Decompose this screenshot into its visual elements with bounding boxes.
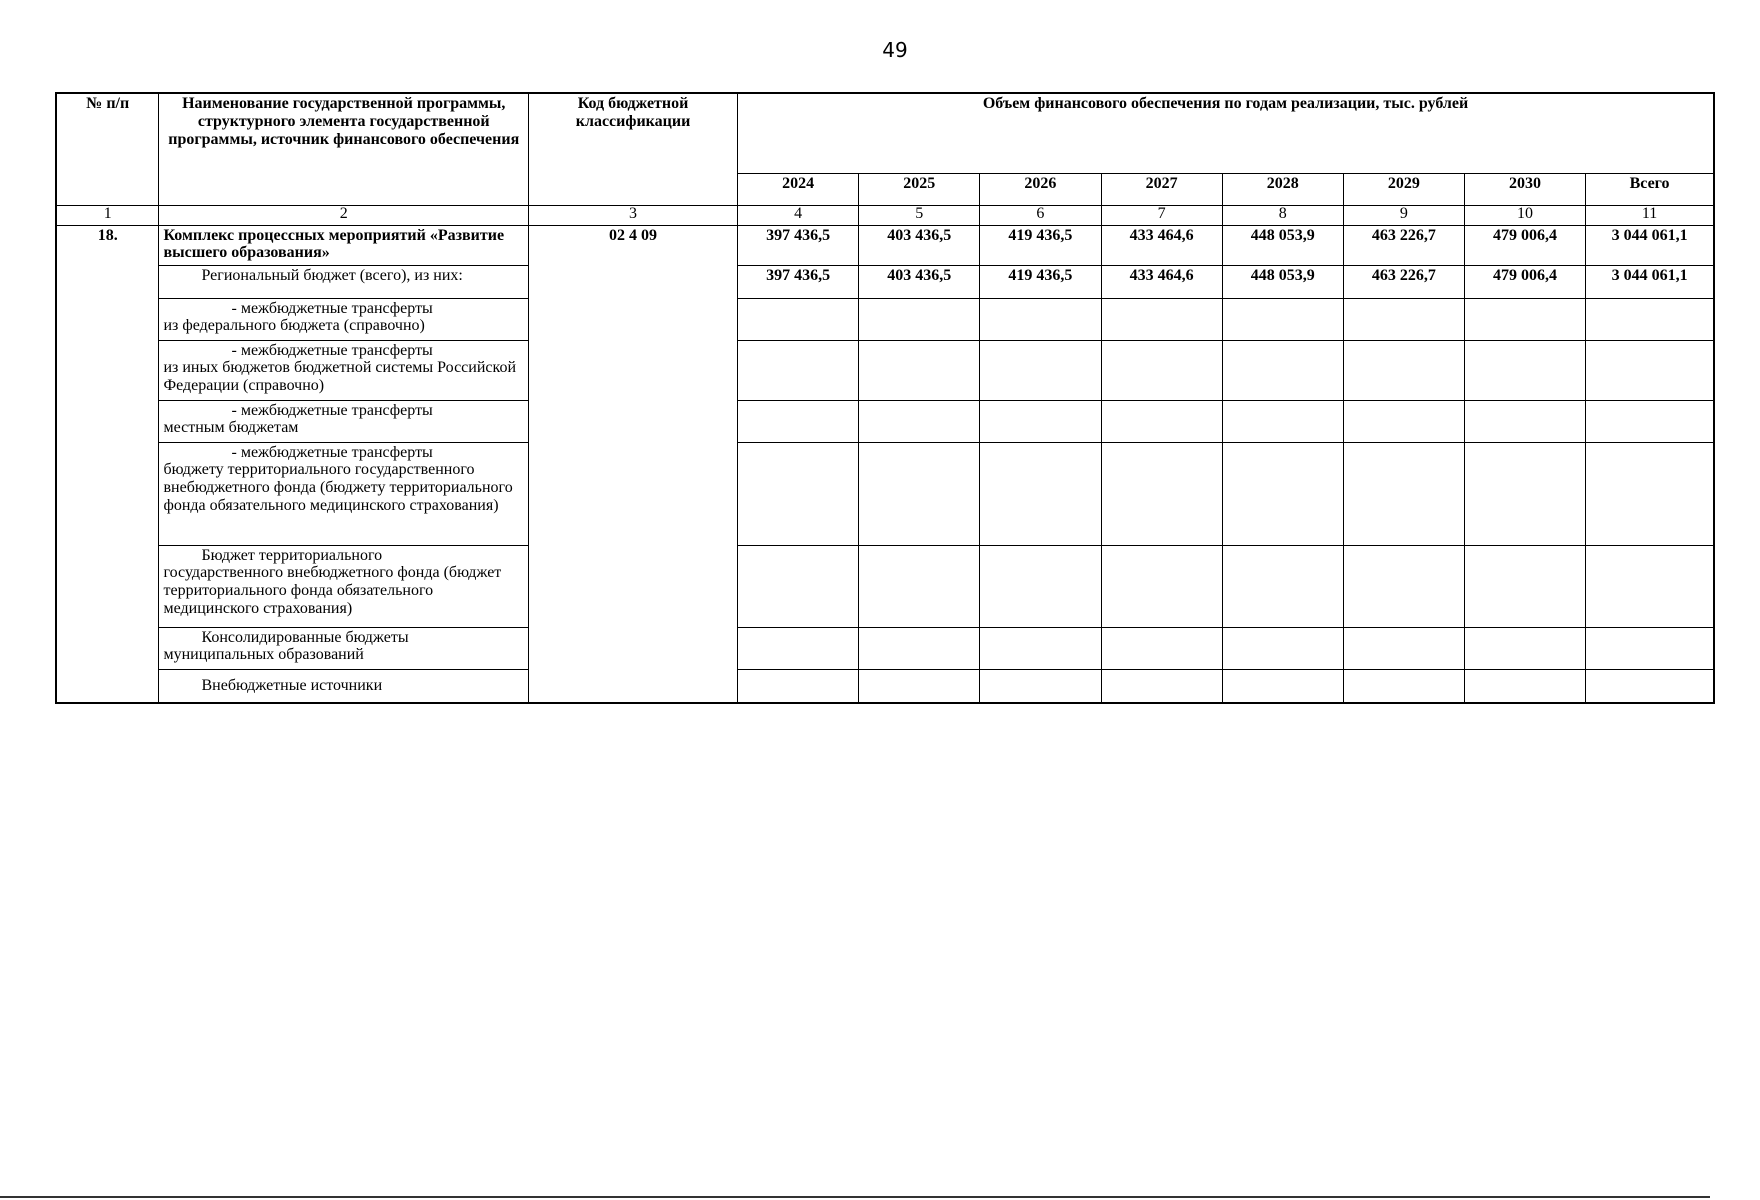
header-year: 2028 [1222, 173, 1343, 205]
column-number: 4 [738, 205, 859, 225]
value-cell [980, 442, 1101, 545]
value-cell: 463 226,7 [1343, 265, 1464, 298]
value-cell [1464, 545, 1585, 627]
column-number: 2 [159, 205, 529, 225]
header-year: 2029 [1343, 173, 1464, 205]
row-name-rest: государственного внебюджетного фонда (бюджет территориального фонда обязательного медицинского страхования) [163, 564, 502, 618]
page-number: 49 [882, 38, 908, 62]
value-cell: 479 006,4 [1464, 225, 1585, 265]
value-cell: 403 436,5 [859, 265, 980, 298]
value-cell [1586, 545, 1714, 627]
column-numbers-row [56, 205, 1714, 225]
column-number: 11 [1586, 205, 1714, 225]
row-name [159, 265, 529, 298]
column-number: 8 [1222, 205, 1343, 225]
header-row [56, 93, 1714, 173]
value-cell [1222, 627, 1343, 669]
value-cell [1101, 442, 1222, 545]
value-cell [1343, 298, 1464, 340]
value-cell [859, 442, 980, 545]
row-name [159, 627, 529, 669]
value-cell [1222, 340, 1343, 400]
value-cell [1586, 669, 1714, 703]
value-cell [980, 669, 1101, 703]
value-cell [1343, 340, 1464, 400]
column-number: 1 [56, 205, 159, 225]
value-cell [859, 669, 980, 703]
value-cell [738, 298, 859, 340]
header-year: 2026 [980, 173, 1101, 205]
value-cell [980, 627, 1101, 669]
row-name [159, 400, 529, 442]
value-cell [1343, 442, 1464, 545]
header-volume: Объем финансового обеспечения по годам реализации, тыс. рублей [738, 93, 1714, 173]
column-number: 10 [1464, 205, 1585, 225]
value-cell [980, 340, 1101, 400]
bottom-scan-edge [0, 1196, 1710, 1198]
value-cell [1343, 627, 1464, 669]
table-row [56, 669, 1714, 703]
value-cell: 448 053,9 [1222, 225, 1343, 265]
value-cell [1464, 627, 1585, 669]
value-cell [1101, 545, 1222, 627]
row-name-rest: из федерального бюджета (справочно) [163, 317, 425, 335]
row-name-text: Региональный бюджет (всего), из них: [201, 266, 463, 284]
header-number: № п/п [56, 93, 159, 205]
row-name [159, 545, 529, 627]
row-name-first: - межбюджетные трансферты [231, 443, 433, 461]
value-cell [1343, 669, 1464, 703]
row-name [159, 442, 529, 545]
row-name-rest: местным бюджетам [163, 419, 299, 437]
value-cell [1101, 340, 1222, 400]
row-name [159, 298, 529, 340]
value-cell: 448 053,9 [1222, 265, 1343, 298]
row-name [159, 669, 529, 703]
header-year: 2025 [859, 173, 980, 205]
table-row [56, 545, 1714, 627]
column-number: 9 [1343, 205, 1464, 225]
table-row [56, 340, 1714, 400]
row-name-first: - межбюджетные трансферты [231, 401, 433, 419]
value-cell [1464, 298, 1585, 340]
row-name-rest: из иных бюджетов бюджетной системы Российской Федерации (справочно) [163, 359, 517, 395]
value-cell [1464, 442, 1585, 545]
column-number: 5 [859, 205, 980, 225]
row-number: 18. [56, 225, 159, 703]
header-total: Всего [1586, 173, 1714, 205]
financing-table [55, 92, 1715, 704]
value-cell [738, 340, 859, 400]
value-cell [1222, 442, 1343, 545]
value-cell [1222, 298, 1343, 340]
value-cell: 3 044 061,1 [1586, 265, 1714, 298]
row-name-rest: муниципальных образований [163, 646, 364, 664]
row-name-rest: бюджету территориального государственного внебюджетного фонда (бюджету территориального фонда обязательного медицинского страхования) [163, 461, 513, 515]
value-cell [859, 400, 980, 442]
value-cell: 433 464,6 [1101, 225, 1222, 265]
value-cell [1343, 545, 1464, 627]
value-cell: 419 436,5 [980, 265, 1101, 298]
table-row [56, 298, 1714, 340]
value-cell: 433 464,6 [1101, 265, 1222, 298]
header-year: 2027 [1101, 173, 1222, 205]
value-cell [738, 442, 859, 545]
value-cell [1222, 545, 1343, 627]
value-cell [1101, 400, 1222, 442]
value-cell: 463 226,7 [1343, 225, 1464, 265]
value-cell [1464, 340, 1585, 400]
value-cell: 397 436,5 [738, 225, 859, 265]
value-cell: 419 436,5 [980, 225, 1101, 265]
value-cell [1464, 400, 1585, 442]
row-name [159, 340, 529, 400]
value-cell [1222, 400, 1343, 442]
row-name-text: Внебюджетные источники [201, 676, 383, 694]
row-name-first: Бюджет территориального [201, 546, 383, 564]
value-cell [1101, 669, 1222, 703]
table-row [56, 400, 1714, 442]
value-cell [1464, 669, 1585, 703]
value-cell [1101, 298, 1222, 340]
table-row [56, 225, 1714, 265]
value-cell: 3 044 061,1 [1586, 225, 1714, 265]
value-cell [1586, 400, 1714, 442]
table-row [56, 442, 1714, 545]
value-cell [1586, 340, 1714, 400]
row-name: Комплекс процессных мероприятий «Развитие высшего образования» [159, 225, 529, 265]
value-cell [1101, 627, 1222, 669]
column-number: 3 [529, 205, 738, 225]
value-cell [980, 400, 1101, 442]
value-cell [1586, 442, 1714, 545]
value-cell [1586, 627, 1714, 669]
value-cell [738, 545, 859, 627]
value-cell [1586, 298, 1714, 340]
row-name-first: - межбюджетные трансферты [231, 341, 433, 359]
header-code: Код бюджетной классификации [529, 93, 738, 205]
value-cell [1343, 400, 1464, 442]
column-number: 6 [980, 205, 1101, 225]
value-cell [859, 627, 980, 669]
table-row [56, 265, 1714, 298]
value-cell [859, 545, 980, 627]
value-cell [859, 298, 980, 340]
value-cell: 397 436,5 [738, 265, 859, 298]
budget-code: 02 4 09 [529, 225, 738, 703]
column-number: 7 [1101, 205, 1222, 225]
header-name: Наименование государственной программы, структурного элемента государственной программы, источник финансового обеспечения [159, 93, 529, 205]
value-cell [1222, 669, 1343, 703]
value-cell [738, 669, 859, 703]
value-cell [738, 400, 859, 442]
header-year: 2024 [738, 173, 859, 205]
value-cell [738, 627, 859, 669]
header-year: 2030 [1464, 173, 1585, 205]
row-name-first: Консолидированные бюджеты [201, 628, 409, 646]
value-cell [859, 340, 980, 400]
row-name-first: - межбюджетные трансферты [231, 299, 433, 317]
table-row [56, 627, 1714, 669]
value-cell: 403 436,5 [859, 225, 980, 265]
value-cell [980, 298, 1101, 340]
value-cell: 479 006,4 [1464, 265, 1585, 298]
value-cell [980, 545, 1101, 627]
